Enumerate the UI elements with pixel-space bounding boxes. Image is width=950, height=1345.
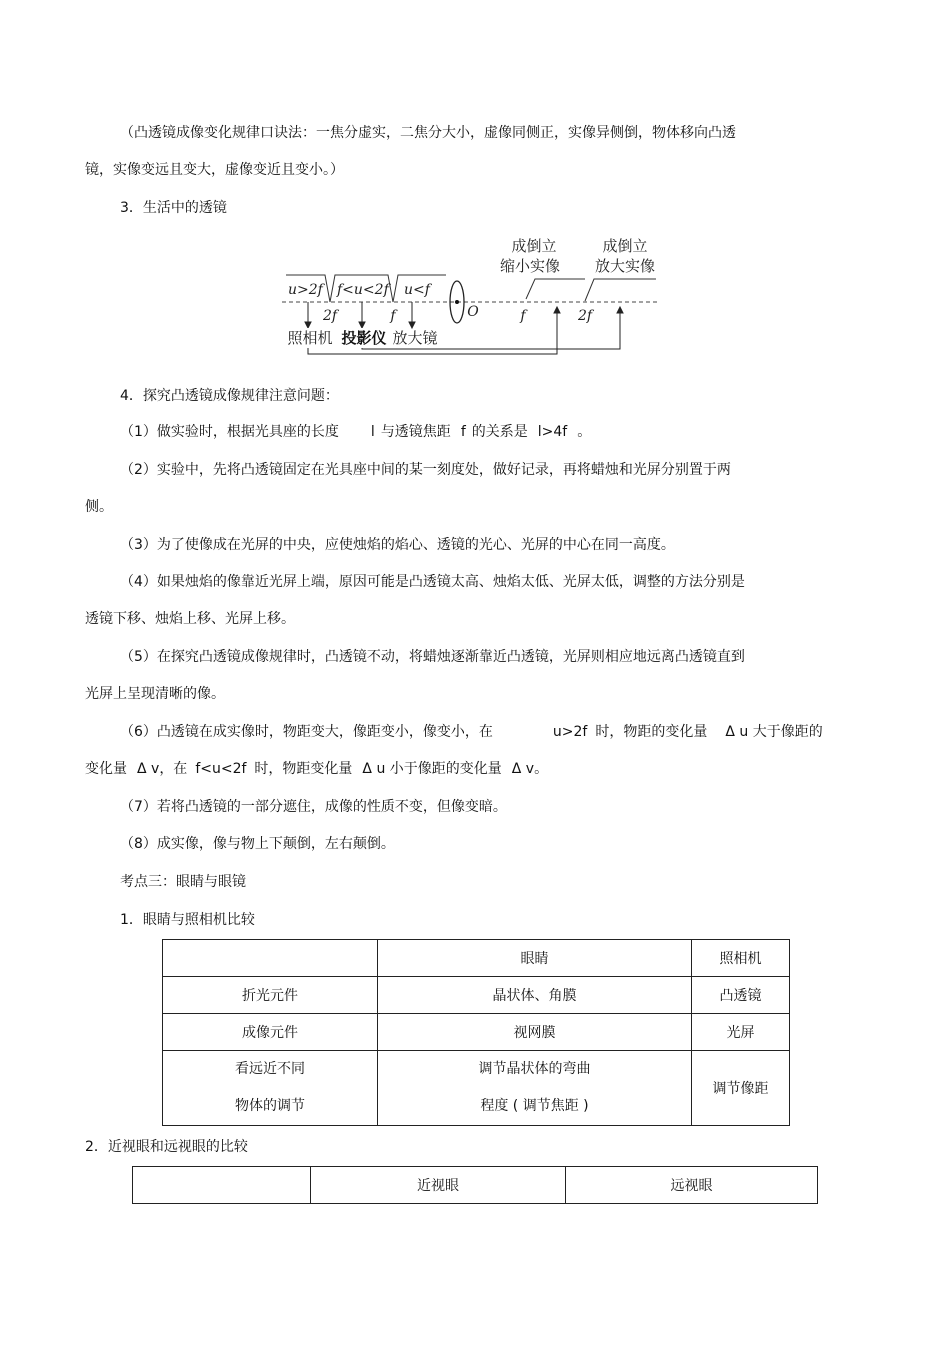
range-u-lt-f: u<f [404, 282, 430, 298]
device-projector: 投影仪 [341, 329, 387, 347]
label-real-large-line2: 放大实像 [594, 257, 656, 275]
table-2-title: 2．近视眼和远视眼的比较 [85, 1139, 248, 1155]
table-cell: 视网膜 [378, 1014, 692, 1051]
tick-f-right: f [520, 308, 526, 324]
lens-applications-diagram [280, 230, 670, 360]
section-4-title: 4．探究凸透镜成像规律注意问题： [120, 388, 339, 404]
table-cell [163, 940, 378, 977]
table-cell: 近视眼 [311, 1167, 566, 1204]
myopia-hyperopia-table [132, 1166, 818, 1204]
section-4-item-7: （7）若将凸透镜的一部分遮住，成像的性质不变，但像变暗。 [120, 799, 507, 815]
section-4-item-6-line-1: （6）凸透镜在成实像时，物距变大，像距变小，像变小，在 u>2f 时，物距的变化量 Δ u 大于像距的 [120, 724, 823, 740]
range-f-lt-u-lt-2f: f<u<2f [337, 282, 389, 298]
section-4-item-3: （3）为了使像成在光屏的中央，应使烛焰的焰心、透镜的光心、光屏的中心在同一高度。 [120, 537, 675, 553]
table-cell: 远视眼 [566, 1167, 818, 1204]
device-magnifier: 放大镜 [392, 329, 438, 347]
section-4-item-4-line-2: 透镜下移、烛焰上移、光屏上移。 [85, 611, 295, 627]
bracket-real-large [585, 279, 656, 301]
tick-O: O [467, 304, 479, 320]
section-4-item-6-line-2: 变化量 Δ v，在 f<u<2f 时，物距变化量 Δ u 小于像距的变化量 Δ v。 [85, 761, 549, 777]
table-cell: 晶状体、角膜 [378, 977, 692, 1014]
table-row [163, 940, 790, 977]
object-arrows-down [305, 302, 415, 328]
table-row [163, 1014, 790, 1051]
table-cell: 调节像距 [692, 1051, 790, 1126]
cell-line: 看远近不同 [235, 1061, 305, 1077]
table-row [163, 1051, 790, 1126]
optical-center-dot [455, 300, 459, 304]
table-cell: 折光元件 [163, 977, 378, 1014]
label-real-small-line2: 缩小实像 [499, 257, 561, 275]
eye-camera-table [162, 939, 790, 1126]
section-4-item-2-line-2: 侧。 [85, 499, 113, 515]
cell-line: 程度 ( 调节焦距 ) [480, 1098, 589, 1114]
section-4-item-4-line-1: （4）如果烛焰的像靠近光屏上端，原因可能是凸透镜太高、烛焰太低、光屏太低，调整的方法分别是 [120, 574, 745, 590]
tick-2f-left: 2f [322, 308, 338, 324]
intro-line-2: 镜，实像变远且变大，虚像变近且变小。） [85, 162, 344, 178]
label-real-large-line1: 成倒立 [602, 237, 648, 255]
section-4-item-5-line-2: 光屏上呈现清晰的像。 [85, 686, 225, 702]
cell-line: 物体的调节 [235, 1098, 305, 1114]
kaodian-3-title: 考点三：眼睛与眼镜 [120, 874, 246, 890]
label-real-small-line1: 成倒立 [511, 237, 557, 255]
section-4-item-5-line-1: （5）在探究凸透镜成像规律时，凸透镜不动，将蜡烛逐渐靠近凸透镜，光屏则相应地远离凸透镜直到 [120, 649, 745, 665]
tick-f-left: f [390, 308, 396, 324]
table-cell: 凸透镜 [692, 977, 790, 1014]
section-4-item-8: （8）成实像，像与物上下颠倒，左右颠倒。 [120, 836, 395, 852]
intro-line-1: （凸透镜成像变化规律口诀法：一焦分虚实，二焦分大小，虚像同侧正，实像异侧倒，物体移向凸透 [120, 125, 736, 141]
table-cell [133, 1167, 311, 1204]
bracket-real-small [526, 279, 585, 299]
table-cell: 成像元件 [163, 1014, 378, 1051]
tick-2f-right: 2f [577, 308, 593, 324]
device-camera: 照相机 [287, 329, 333, 347]
range-u-gt-2f: u>2f [288, 282, 323, 298]
section-3-title: 3．生活中的透镜 [120, 200, 227, 216]
table-cell: 眼睛 [378, 940, 692, 977]
section-4-item-1: （1）做实验时，根据光具座的长度 l 与透镜焦距 f 的关系是 l>4f 。 [120, 424, 592, 440]
table-cell: 照相机 [692, 940, 790, 977]
table-cell: 光屏 [692, 1014, 790, 1051]
table-1-title: 1．眼睛与照相机比较 [120, 912, 255, 928]
table-cell [163, 1051, 378, 1126]
table-cell [378, 1051, 692, 1126]
section-4-item-2-line-1: （2）实验中，先将凸透镜固定在光具座中间的某一刻度处，做好记录，再将蜡烛和光屏分别置于两 [120, 462, 731, 478]
table-row [163, 977, 790, 1014]
table-row [133, 1167, 818, 1204]
cell-line: 调节晶状体的弯曲 [478, 1061, 591, 1077]
